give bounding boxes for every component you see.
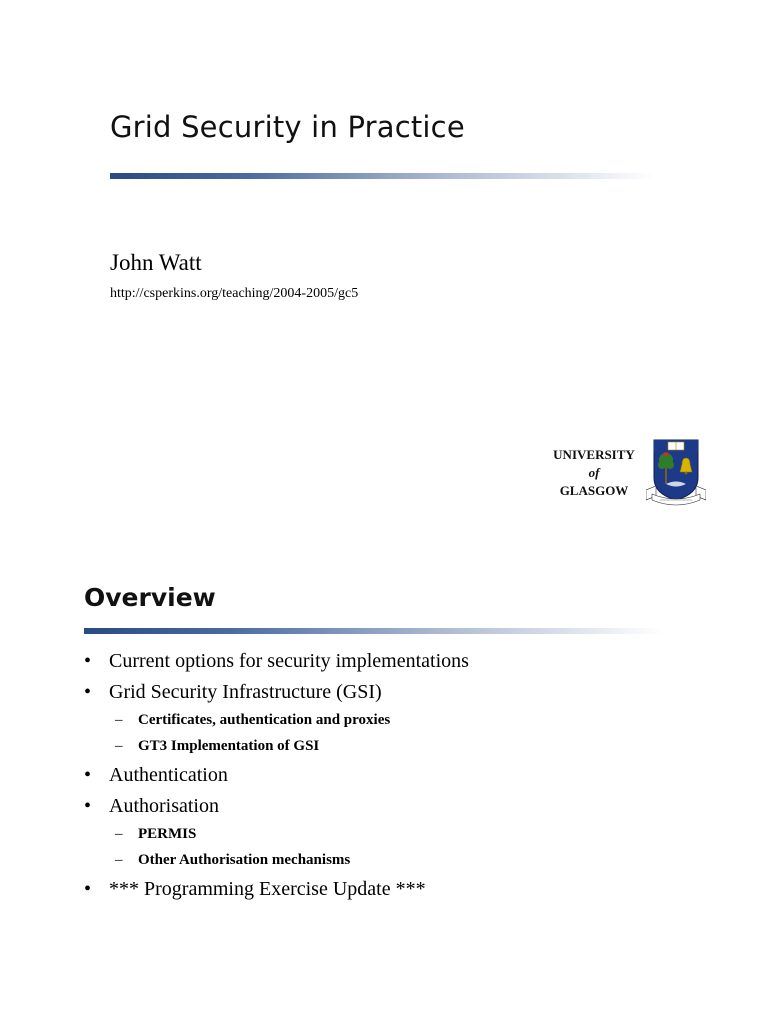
logo-line-of: of	[588, 465, 600, 480]
list-item-text: *** Programming Exercise Update ***	[109, 878, 426, 900]
logo-line-glasgow: GLASGOW	[559, 483, 629, 498]
bullet-list	[84, 649, 724, 908]
slide-title: Overview	[84, 583, 216, 612]
logo-wordmark	[542, 446, 646, 500]
list-item	[84, 763, 724, 787]
title-underline	[84, 628, 664, 634]
bullet-icon: •	[84, 795, 92, 817]
list-item-text: Certificates, authentication and proxies	[138, 712, 391, 728]
list-item-text: Authorisation	[109, 795, 219, 817]
dash-icon: –	[115, 826, 123, 842]
overview-slide	[0, 545, 768, 1024]
dash-icon: –	[115, 712, 123, 728]
list-item	[84, 794, 724, 818]
list-item-text: Authentication	[109, 764, 228, 786]
course-url: http://csperkins.org/teaching/2004-2005/gc5	[110, 286, 359, 301]
bullet-icon: •	[84, 681, 92, 703]
sub-list-item	[84, 711, 724, 730]
sub-list-item	[84, 737, 724, 756]
bullet-icon: •	[84, 650, 92, 672]
author-name: John Watt	[110, 250, 202, 275]
dash-icon: –	[115, 738, 123, 754]
slide-title: Grid Security in Practice	[110, 110, 465, 144]
university-logo	[542, 438, 707, 508]
university-crest-icon	[646, 438, 706, 508]
title-underline	[110, 173, 655, 179]
dash-icon: –	[115, 852, 123, 868]
list-item-text: GT3 Implementation of GSI	[138, 738, 320, 754]
sub-list-item	[84, 851, 724, 870]
list-item	[84, 649, 724, 673]
list-item	[84, 680, 724, 704]
bullet-icon: •	[84, 764, 92, 786]
list-item-text: Grid Security Infrastructure (GSI)	[109, 681, 382, 703]
list-item-text: PERMIS	[138, 826, 197, 842]
sub-list-item	[84, 825, 724, 844]
bullet-icon: •	[84, 878, 92, 900]
list-item-text: Current options for security implementations	[109, 650, 469, 672]
logo-line-university: UNIVERSITY	[553, 447, 635, 462]
list-item-text: Other Authorisation mechanisms	[138, 852, 351, 868]
list-item	[84, 877, 724, 901]
